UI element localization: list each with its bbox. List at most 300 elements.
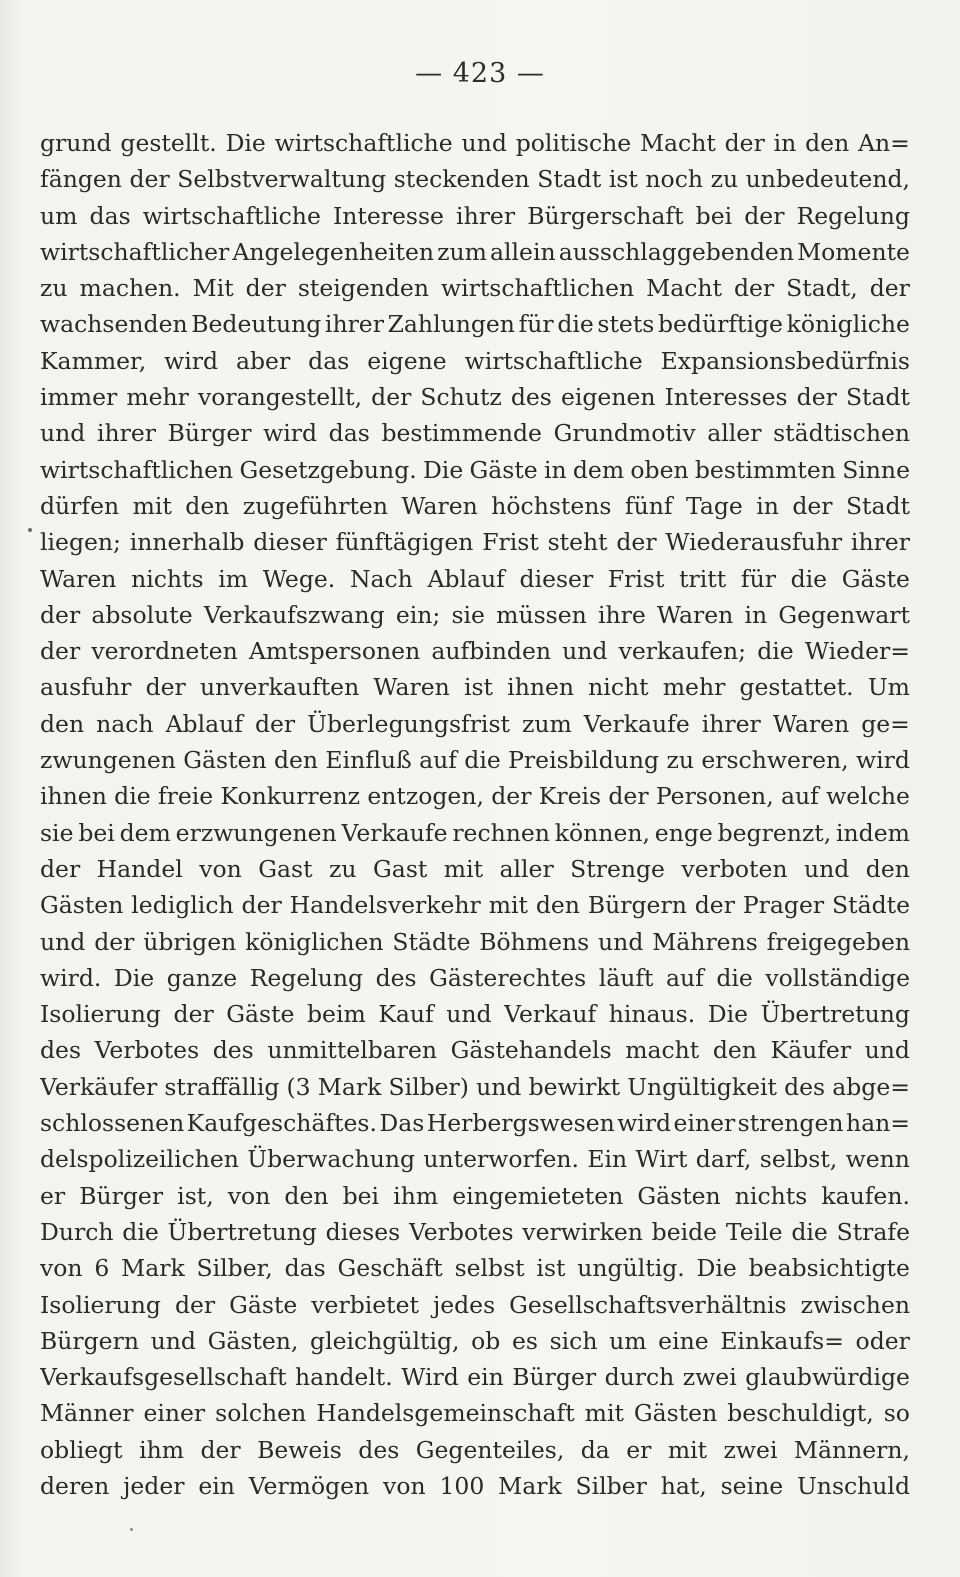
word: der: [200, 1435, 241, 1464]
word: in: [744, 600, 768, 629]
word: begrenzt,: [717, 818, 832, 847]
word: hinaus.: [608, 1000, 696, 1029]
word: unmittelbaren: [267, 1036, 438, 1065]
word: nichts: [131, 564, 204, 593]
word: sie: [40, 818, 74, 847]
word: der: [174, 1290, 216, 1319]
word: Überwachung: [247, 1145, 416, 1174]
word: Die: [422, 455, 464, 484]
word: er: [40, 1181, 66, 1210]
text-line: [40, 1359, 910, 1395]
word: Mark: [121, 1254, 185, 1283]
word: ihrer: [850, 528, 910, 557]
word: ein;: [395, 600, 441, 629]
word: Vermögen: [248, 1471, 370, 1500]
word: selbst: [454, 1254, 525, 1283]
word: und: [562, 637, 608, 666]
word: Konkurrenz: [220, 782, 361, 811]
word: dem: [119, 818, 171, 847]
word: den: [865, 854, 910, 883]
word: Momente: [797, 237, 910, 266]
word: vorangestellt,: [197, 383, 363, 412]
word: Beweis: [257, 1435, 342, 1464]
word: Stadt,: [786, 274, 858, 303]
word: das: [328, 419, 370, 448]
word: fünf: [624, 491, 673, 520]
word: die: [464, 746, 501, 775]
text-line: [40, 1069, 910, 1105]
word: stets: [597, 310, 655, 339]
word: der: [241, 891, 282, 920]
word: Gegenwart: [778, 600, 910, 629]
body-text: [40, 125, 910, 1504]
word: ihrer: [324, 310, 384, 339]
word: aller: [707, 419, 762, 448]
word: und: [476, 1072, 522, 1101]
word: der: [40, 637, 81, 666]
word: der: [245, 274, 286, 303]
word: Gegenteiles,: [415, 1435, 565, 1464]
word: Amtspersonen: [248, 637, 421, 666]
word: ihrer: [456, 201, 516, 230]
word: Teile: [725, 1217, 783, 1246]
word: des: [212, 1036, 254, 1065]
word: Die: [696, 1254, 737, 1283]
word: Selbstverwaltung: [177, 165, 387, 194]
word: Die: [225, 129, 266, 157]
word: Verkaufsgesellschaft: [40, 1363, 287, 1392]
word: die: [114, 782, 151, 811]
word: städtischen: [773, 419, 910, 448]
word: Käufer: [770, 1036, 852, 1065]
word: nach: [96, 709, 154, 738]
word: Waren: [401, 491, 478, 520]
word: Herbergswesen: [426, 1109, 615, 1138]
word: der: [491, 782, 532, 811]
word: Waren: [772, 709, 850, 738]
word: ausschlaggebenden: [558, 237, 794, 266]
word: ge=: [861, 709, 910, 738]
word: verwirken: [522, 1217, 643, 1246]
word: unterworfen.: [423, 1145, 579, 1174]
word: ihm: [139, 1435, 184, 1464]
word: Stadt: [845, 491, 910, 520]
word: allein: [490, 237, 556, 266]
word: hat,: [660, 1471, 707, 1500]
word: immer: [40, 383, 118, 412]
word: Gästen,: [207, 1326, 299, 1355]
word: verboten: [681, 854, 788, 883]
word: vollständige: [765, 963, 910, 992]
word: Kaufgeschäftes.: [186, 1109, 377, 1138]
word: steigenden: [297, 274, 429, 303]
word: ein: [198, 1471, 235, 1500]
word: Kreis: [538, 782, 602, 811]
word: Verbotes: [94, 1036, 200, 1065]
word: Wird: [401, 1363, 459, 1392]
word: mit: [667, 1435, 708, 1464]
text-line: [40, 1032, 910, 1068]
word: einer: [143, 1399, 206, 1428]
word: Frist: [482, 528, 539, 557]
word: zu: [40, 274, 68, 303]
word: zwei: [723, 1435, 778, 1464]
word: Gästen: [183, 746, 267, 775]
word: das: [89, 201, 131, 230]
text-line: [40, 452, 910, 488]
word: der: [129, 165, 170, 194]
text-line: [40, 1395, 910, 1431]
word: schlossenen: [40, 1109, 185, 1138]
text-line: [40, 161, 910, 197]
word: wirtschaftlichen: [440, 274, 635, 303]
text-line: [40, 125, 910, 161]
text-line: [40, 270, 910, 306]
word: eigene: [367, 346, 447, 375]
text-line: [40, 379, 910, 415]
word: wird: [263, 419, 318, 448]
word: von: [199, 854, 242, 883]
word: oben: [630, 455, 689, 484]
word: noch: [645, 165, 704, 194]
word: Wieder=: [804, 637, 910, 666]
word: im: [218, 564, 249, 593]
word: der: [94, 927, 135, 956]
text-line: [40, 415, 910, 451]
word: steckenden: [393, 165, 530, 194]
word: der: [733, 274, 775, 303]
word: Verkauf: [504, 1000, 597, 1029]
word: abge=: [832, 1072, 910, 1101]
word: Waren: [40, 564, 117, 593]
word: Handelsverkehr: [289, 891, 481, 920]
text-line: [40, 1250, 910, 1286]
word: Macht: [646, 274, 722, 303]
text-line: [40, 561, 910, 597]
word: Die: [707, 1000, 749, 1029]
word: Bürgerschaft: [527, 201, 684, 230]
word: ungültig.: [577, 1254, 685, 1283]
word: mehr: [662, 673, 726, 702]
word: das: [308, 346, 350, 375]
word: den: [284, 1181, 329, 1210]
word: ausfuhr: [40, 673, 132, 702]
word: tritt: [679, 564, 727, 593]
word: erschweren,: [701, 746, 849, 775]
word: den: [40, 709, 85, 738]
word: für: [740, 564, 776, 593]
word: Interesse: [332, 201, 444, 230]
word: zwungenen: [40, 746, 176, 775]
word: ihre: [597, 600, 646, 629]
word: mehr: [126, 383, 189, 412]
word: Gäste: [469, 455, 538, 484]
word: fängen: [40, 165, 122, 194]
word: Verbotes: [408, 1217, 514, 1246]
word: und: [40, 927, 86, 956]
word: Tage: [685, 491, 743, 520]
word: (3: [286, 1072, 311, 1101]
word: zu: [329, 854, 357, 883]
word: dieser: [519, 564, 594, 593]
word: und: [864, 1036, 910, 1065]
text-line: [40, 198, 910, 234]
word: von: [227, 1181, 271, 1210]
word: Strenge: [570, 854, 665, 883]
text-line: [40, 343, 910, 379]
word: der: [869, 274, 910, 303]
word: Angelegenheiten: [232, 237, 434, 266]
word: den: [185, 491, 230, 520]
word: Gäste: [226, 1000, 295, 1029]
word: die: [790, 564, 828, 593]
word: die: [557, 310, 594, 339]
text-line: [40, 633, 910, 669]
word: Personen,: [655, 782, 774, 811]
word: eigenen: [560, 383, 656, 412]
word: den: [535, 891, 580, 920]
word: Sinne: [842, 455, 910, 484]
word: sich: [549, 1326, 598, 1355]
word: ist: [608, 165, 638, 194]
word: den: [273, 746, 319, 775]
word: 6: [94, 1254, 110, 1283]
word: absolute: [91, 600, 193, 629]
word: Bürgern: [587, 891, 687, 920]
word: der: [40, 854, 81, 883]
word: die: [791, 1217, 828, 1246]
word: die: [757, 637, 794, 666]
word: der: [796, 383, 837, 412]
word: Um: [867, 673, 910, 702]
word: Strafe: [836, 1217, 910, 1246]
text-line: [40, 815, 910, 851]
word: Waren: [373, 673, 450, 702]
word: Bürgern: [40, 1326, 139, 1355]
word: Zahlungen: [387, 310, 515, 339]
word: eingemieteten: [452, 1181, 624, 1210]
word: wirtschaftliche: [464, 346, 643, 375]
word: grund: [40, 129, 112, 157]
word: dürfen: [40, 491, 120, 520]
word: Gästen: [40, 891, 124, 920]
word: Schutz: [420, 383, 502, 412]
text-line: [40, 851, 910, 887]
word: Silber): [388, 1072, 469, 1101]
word: des: [510, 383, 552, 412]
word: es: [511, 1326, 538, 1355]
word: auf: [419, 746, 457, 775]
word: Nach: [349, 564, 413, 593]
word: beschuldigt,: [727, 1399, 874, 1428]
word: und: [446, 1000, 492, 1029]
word: so: [883, 1399, 910, 1428]
word: einer: [673, 1109, 736, 1138]
word: Interesses: [664, 383, 788, 412]
word: ihrer: [701, 709, 761, 738]
word: Die: [113, 963, 155, 992]
word: Kauf: [378, 1000, 434, 1029]
word: Regelung: [796, 201, 910, 230]
word: Durch: [40, 1217, 114, 1246]
word: Böhmens: [479, 927, 590, 956]
margin-speck: [28, 528, 32, 532]
word: bei: [695, 201, 733, 230]
word: ganze: [166, 963, 238, 992]
word: ist: [463, 673, 493, 702]
text-line: [40, 924, 910, 960]
text-line: [40, 1141, 910, 1177]
word: zum: [437, 237, 487, 266]
word: Wiederausfuhr: [665, 528, 843, 557]
word: innerhalb: [129, 528, 245, 557]
word: ob: [471, 1326, 501, 1355]
word: Gäste: [841, 564, 910, 593]
word: auf: [666, 963, 704, 992]
text-line: [40, 1287, 910, 1323]
word: politische: [515, 129, 632, 157]
word: und: [461, 129, 507, 157]
word: welche: [826, 782, 910, 811]
word: gleichgültig,: [310, 1326, 460, 1355]
word: verbietet: [311, 1290, 419, 1319]
word: nichts: [734, 1181, 808, 1210]
word: auf: [781, 782, 819, 811]
word: beabsichtigte: [748, 1254, 910, 1283]
word: verordneten: [91, 637, 238, 666]
word: in: [543, 455, 567, 484]
word: indem: [836, 818, 910, 847]
word: solchen: [215, 1399, 307, 1428]
word: An=: [858, 129, 910, 157]
word: eine: [658, 1326, 709, 1355]
word: können,: [554, 818, 650, 847]
word: in: [773, 129, 797, 157]
word: Stadt: [845, 383, 910, 412]
text-line: [40, 887, 910, 923]
word: des: [358, 1435, 400, 1464]
word: wird: [617, 1109, 672, 1138]
word: Mährens: [652, 927, 758, 956]
word: Silber: [575, 1471, 647, 1500]
word: Frist: [607, 564, 665, 593]
word: dem: [572, 455, 625, 484]
word: enge: [654, 818, 713, 847]
word: wird: [855, 746, 910, 775]
word: Städte: [392, 927, 471, 956]
word: freigegeben: [766, 927, 910, 956]
word: Isolierung: [40, 1290, 161, 1319]
text-line: [40, 1105, 910, 1141]
word: Männer: [40, 1399, 134, 1428]
word: dieses: [325, 1217, 401, 1246]
word: Prager: [742, 891, 825, 920]
word: Bürger: [167, 419, 252, 448]
word: Unschuld: [797, 1471, 910, 1500]
word: Mit: [192, 274, 234, 303]
word: um: [609, 1326, 647, 1355]
word: Preisbildung: [508, 746, 660, 775]
word: in: [756, 491, 779, 520]
word: strengen: [737, 1109, 844, 1138]
word: aber: [236, 346, 291, 375]
word: straffällig: [164, 1072, 280, 1101]
word: delspolizeilichen: [40, 1145, 239, 1174]
word: zwei: [682, 1363, 737, 1392]
text-line: [40, 778, 910, 814]
word: mit: [443, 854, 484, 883]
word: handelt.: [295, 1363, 393, 1392]
word: Ablauf: [165, 709, 243, 738]
word: Einkaufs=: [720, 1326, 844, 1355]
word: wirtschaftliche: [274, 129, 453, 157]
page-number: — 423 —: [415, 58, 545, 89]
word: Das: [379, 1109, 425, 1138]
word: Überlegungsfrist: [307, 709, 510, 738]
word: Wirt: [635, 1145, 688, 1174]
word: wirtschaftliche: [142, 201, 321, 230]
word: bedürftige: [657, 310, 783, 339]
word: lediglich: [131, 891, 234, 920]
word: ihrer: [96, 419, 156, 448]
word: königlichen: [245, 927, 384, 956]
word: mit: [488, 891, 528, 920]
word: Verkaufszwang: [203, 600, 385, 629]
word: Macht: [639, 129, 716, 157]
word: seine: [720, 1471, 784, 1500]
word: beide: [651, 1217, 718, 1246]
word: königliche: [786, 310, 910, 339]
word: des: [40, 1036, 82, 1065]
text-line: [40, 1432, 910, 1468]
word: Gesellschaftsverhältnis: [509, 1290, 787, 1319]
word: ein: [467, 1363, 504, 1392]
text-line: [40, 1178, 910, 1214]
word: Gast: [258, 854, 313, 883]
word: ihm: [393, 1181, 439, 1210]
word: Männern,: [793, 1435, 910, 1464]
word: oder: [855, 1326, 910, 1355]
word: bestimmten: [694, 455, 836, 484]
word: der: [145, 673, 186, 702]
word: Städte: [832, 891, 910, 920]
word: Ein: [587, 1145, 628, 1174]
word: selbst,: [759, 1145, 838, 1174]
word: zu: [710, 165, 739, 194]
word: unbedeutend,: [745, 165, 910, 194]
word: mit: [584, 1399, 624, 1428]
word: zu: [666, 746, 694, 775]
word: rechnen: [452, 818, 550, 847]
word: steht: [547, 528, 608, 557]
word: obliegt: [40, 1435, 123, 1464]
word: der: [616, 528, 657, 557]
word: zum: [521, 709, 572, 738]
word: gestattet.: [739, 673, 854, 702]
word: Gästehandels: [450, 1036, 612, 1065]
word: deren: [40, 1471, 110, 1500]
word: Gesetzgebung.: [239, 455, 417, 484]
word: von: [383, 1471, 426, 1500]
word: für: [518, 310, 554, 339]
word: jedes: [432, 1290, 496, 1319]
word: der: [744, 201, 785, 230]
word: müssen: [496, 600, 587, 629]
text-line: [40, 597, 910, 633]
word: höchstens: [491, 491, 612, 520]
text-line: [40, 488, 910, 524]
word: bei: [78, 818, 115, 847]
